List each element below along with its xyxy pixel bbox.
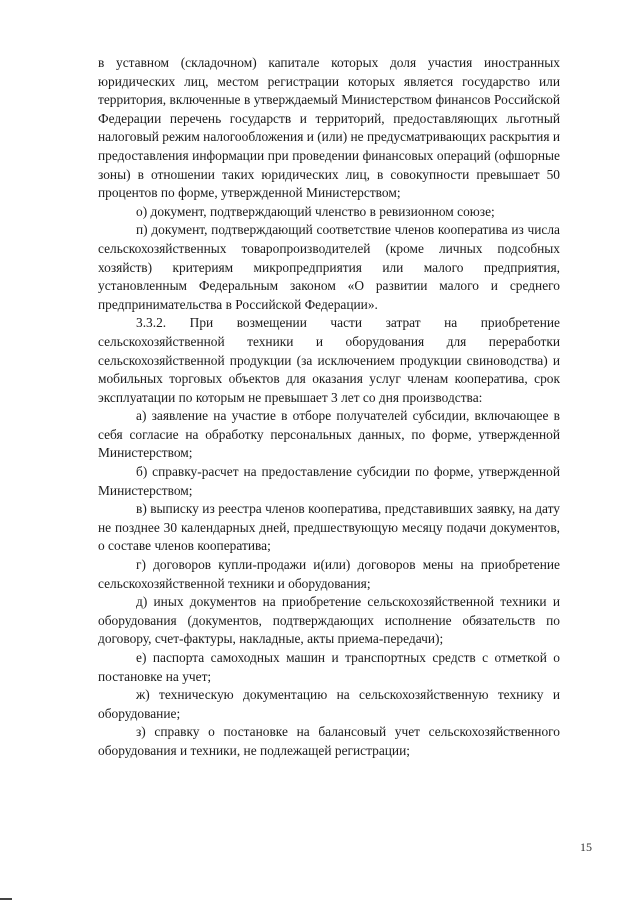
paragraph-item-d: д) иных документов на приобретение сельскохозяйственной техники и оборудования (документов, подтверждающих исполнение обязательств по договору, счет-фактуры, накладные, акты приема-передачи);: [98, 594, 560, 647]
paragraph-item-v: в) выписку из реестра членов кооператива, представивших заявку, на дату не позднее 30 календарных дней, предшествующую месяцу подачи документов, о составе членов кооператива;: [98, 501, 560, 554]
document-body: [98, 54, 560, 761]
paragraph-item-a: а) заявление на участие в отборе получателей субсидии, включающее в себя согласие на обработку персональных данных, по форме, утвержденной Министерством;: [98, 408, 560, 461]
paragraph-continuation: в уставном (складочном) капитале которых доля участия иностранных юридических лиц, местом регистрации которых является государство или территория, включенные в утверждаемый Министерством финансов Российской Федерации перечень государств и территорий, предоставляющих льготный налоговый режим налогообложения и (или) не предусматривающих раскрытия и предоставления информации при проведении финансовых операций (офшорные зоны) в отношении таких юридических лиц, в совокупности превышает 50 процентов по форме, утвержденной Министерством;: [98, 55, 560, 201]
paragraph-item-g: г) договоров купли-продажи и(или) договоров мены на приобретение сельскохозяйственной техники и оборудования;: [98, 557, 560, 591]
paragraph-item-e: е) паспорта самоходных машин и транспортных средств с отметкой о постановке на учет;: [98, 650, 560, 684]
paragraph-item-z: з) справку о постановке на балансовый учет сельскохозяйственного оборудования и техники, не подлежащей регистрации;: [98, 724, 560, 758]
page-number: 15: [580, 840, 592, 854]
paragraph-item-b: б) справку-расчет на предоставление субсидии по форме, утвержденной Министерством;: [98, 464, 560, 498]
paragraph-section-3-3-2: 3.3.2. При возмещении части затрат на приобретение сельскохозяйственной техники и оборудования для переработки сельскохозяйственной продукции (за исключением продукции свиноводства) и мобильных торговых объектов для оказания услуг членам кооператива, срок эксплуатации по которым не превышает 3 лет со дня производства:: [98, 315, 560, 405]
scan-edge-mark: [0, 898, 12, 900]
paragraph-item-p: п) документ, подтверждающий соответствие членов кооператива из числа сельскохозяйственных товаропроизводителей (кроме личных подсобных хозяйств) критериям микропредприятия или малого предприятия, установленным Федеральным законом «О развитии малого и среднего предпринимательства в Российской Федерации».: [98, 222, 560, 312]
paragraph-item-zh: ж) техническую документацию на сельскохозяйственную технику и оборудование;: [98, 687, 560, 721]
paragraph-item-o: о) документ, подтверждающий членство в ревизионном союзе;: [136, 203, 495, 219]
